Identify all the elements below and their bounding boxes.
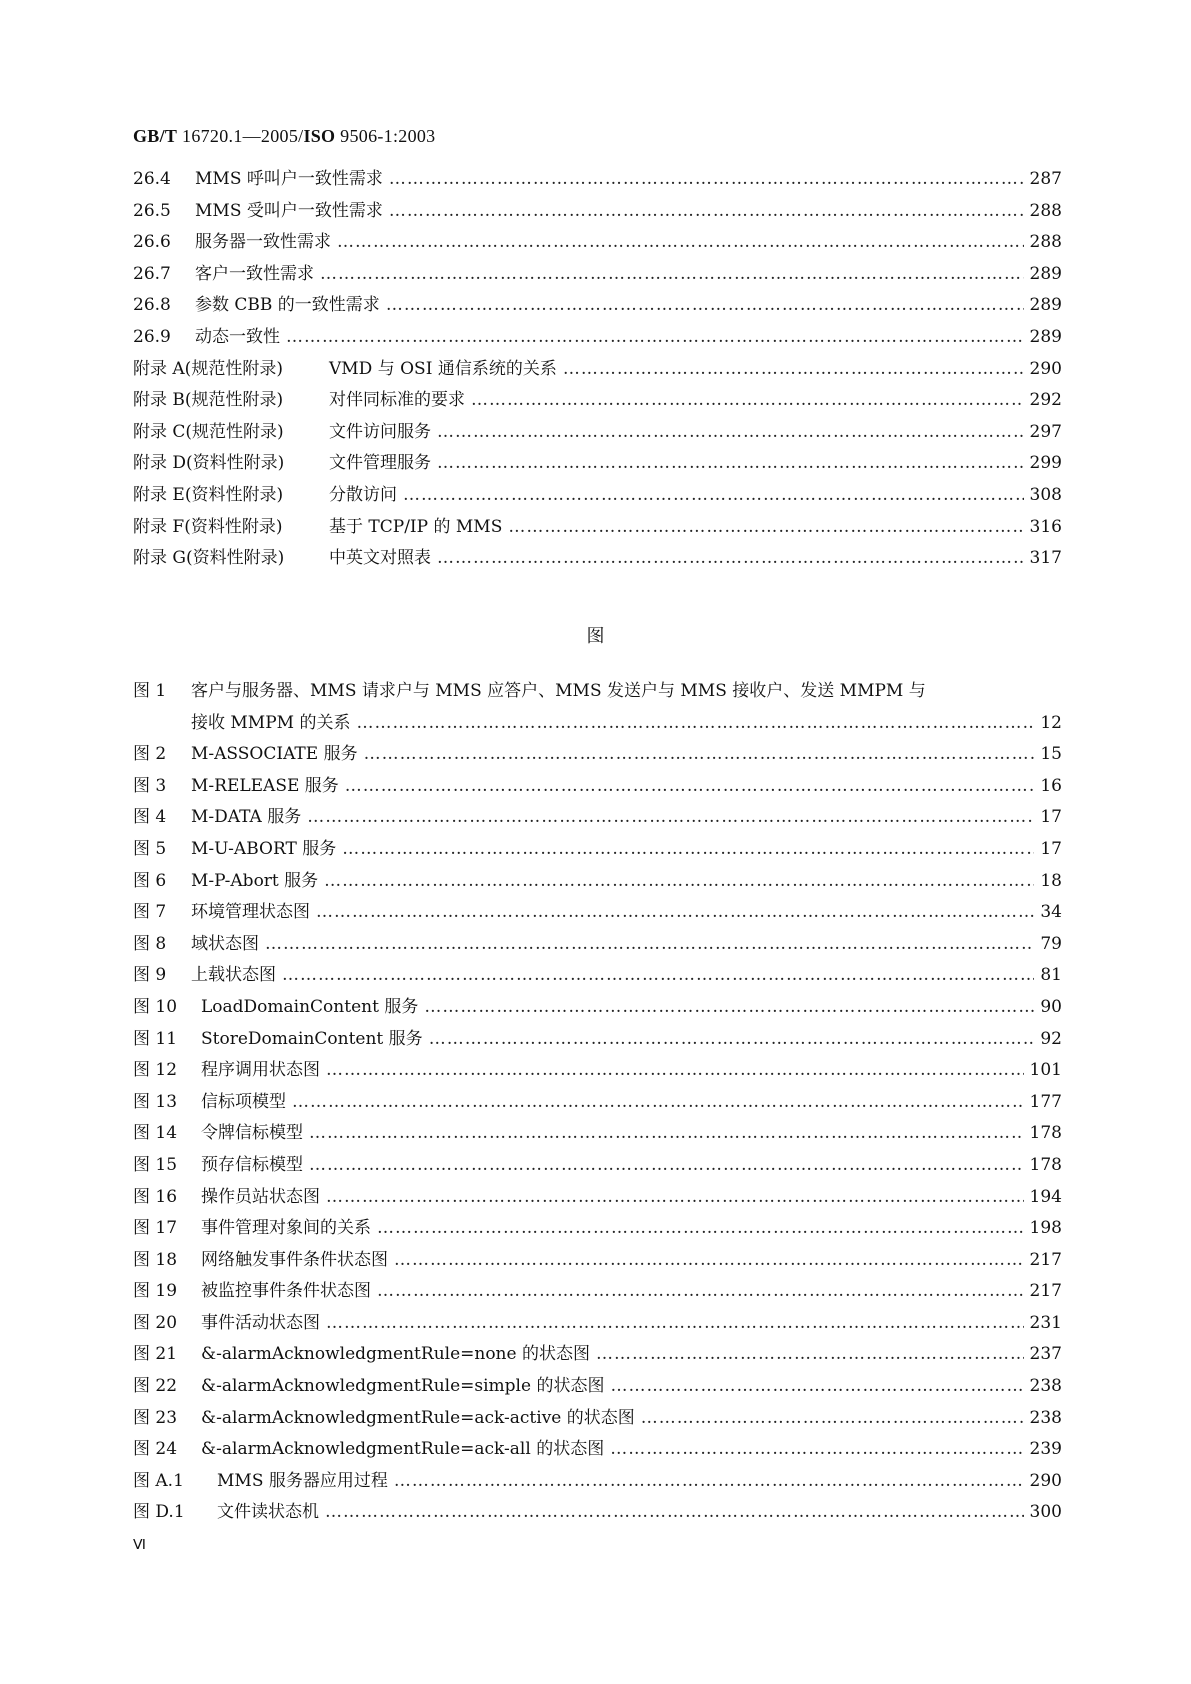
entry-title: M-RELEASE 服务	[191, 775, 339, 796]
figure-list	[133, 676, 1062, 1529]
dot-leader	[326, 1055, 1024, 1087]
entry-number: 26.6	[133, 232, 171, 253]
toc-entry[interactable]	[133, 929, 1062, 961]
entry-number: 图 19	[133, 1281, 178, 1302]
entry-title: 域状态图	[191, 933, 259, 954]
entry-page: 79	[1040, 933, 1062, 954]
dot-leader	[377, 1213, 1024, 1245]
entry-page: 17	[1040, 838, 1062, 859]
entry-page: 237	[1029, 1344, 1062, 1365]
dot-leader	[389, 196, 1024, 228]
entry-page: 178	[1029, 1154, 1062, 1175]
entry-number: 图 24	[133, 1439, 178, 1460]
dot-leader	[364, 739, 1035, 771]
dot-leader	[342, 834, 1034, 866]
toc-entry[interactable]	[133, 1118, 1062, 1150]
entry-title: M-P-Abort 服务	[191, 870, 319, 891]
entry-title: 动态一致性	[195, 326, 280, 347]
entry-page: 81	[1040, 965, 1062, 986]
dot-leader	[386, 290, 1024, 322]
entry-number: 图 1	[133, 681, 167, 701]
entry-number: 附录 A(规范性附录)	[133, 358, 283, 379]
entry-page: 198	[1029, 1218, 1062, 1239]
entry-title: MMS 呼叫户一致性需求	[195, 169, 383, 189]
header-iso-num: 9506-1:2003	[340, 126, 436, 146]
entry-title: 令牌信标模型	[201, 1123, 303, 1144]
toc-entry[interactable]	[133, 543, 1062, 575]
dot-leader	[356, 708, 1034, 740]
entry-page: 238	[1029, 1407, 1062, 1428]
entry-page: 290	[1029, 1470, 1062, 1491]
dot-leader	[610, 1371, 1023, 1403]
entry-number: 图 10	[133, 996, 178, 1017]
header-std: GB/T	[133, 126, 178, 146]
dot-leader	[610, 1434, 1023, 1466]
entry-number: 图 17	[133, 1218, 178, 1239]
toc-entry[interactable]	[133, 1371, 1062, 1403]
dot-leader	[292, 1087, 1024, 1119]
entry-page: 12	[1040, 712, 1062, 733]
entry-number: 图 20	[133, 1312, 178, 1333]
toc-entry[interactable]	[133, 1213, 1062, 1245]
dot-leader	[563, 354, 1024, 386]
entry-title: 文件读状态机	[217, 1502, 319, 1523]
page-number: Ⅵ	[133, 1538, 146, 1553]
toc-entry[interactable]	[133, 1087, 1062, 1119]
entry-number: 图 11	[133, 1028, 178, 1049]
dot-leader	[596, 1339, 1024, 1371]
entry-title: 文件管理服务	[329, 453, 431, 474]
entry-page: 289	[1029, 326, 1062, 347]
entry-title: M-ASSOCIATE 服务	[191, 744, 358, 765]
entry-number: 图 22	[133, 1376, 178, 1397]
dot-leader	[337, 227, 1024, 259]
dot-leader	[437, 543, 1024, 575]
toc-entry[interactable]	[133, 1150, 1062, 1182]
dot-leader	[403, 480, 1024, 512]
entry-title: M-DATA 服务	[191, 807, 302, 828]
toc-entry[interactable]	[133, 1276, 1062, 1308]
entry-page: 290	[1029, 358, 1062, 379]
entry-page: 316	[1029, 516, 1062, 537]
entry-number: 附录 D(资料性附录)	[133, 453, 285, 474]
dot-leader	[325, 1497, 1024, 1529]
toc-entry[interactable]	[133, 1434, 1062, 1466]
toc-entry[interactable]	[133, 1245, 1062, 1277]
dot-leader	[437, 417, 1024, 449]
entry-number: 图 13	[133, 1091, 178, 1112]
toc-entry[interactable]	[133, 1497, 1062, 1529]
entry-number: 附录 B(规范性附录)	[133, 390, 284, 411]
entry-title: 分散访问	[329, 484, 397, 505]
toc-entry[interactable]	[133, 771, 1062, 803]
toc-entry[interactable]	[133, 259, 1062, 291]
entry-number: 图 8	[133, 933, 167, 954]
entry-number: 26.4	[133, 169, 171, 189]
entry-number: 图 18	[133, 1249, 178, 1270]
entry-number: 图 3	[133, 775, 167, 796]
toc-entry[interactable]	[133, 227, 1062, 259]
entry-page: 34	[1040, 902, 1062, 923]
entry-page: 16	[1040, 775, 1062, 796]
document-header	[133, 126, 435, 147]
entry-page: 231	[1029, 1312, 1062, 1333]
entry-number: 附录 E(资料性附录)	[133, 484, 284, 505]
entry-number: 图 21	[133, 1344, 178, 1365]
entry-title: 预存信标模型	[201, 1154, 303, 1175]
entry-number: 26.7	[133, 263, 171, 284]
toc-entry[interactable]	[133, 739, 1062, 771]
toc-entry[interactable]	[133, 196, 1062, 228]
toc-entry[interactable]	[133, 164, 1062, 196]
dot-leader	[471, 385, 1024, 417]
dot-leader	[309, 1150, 1024, 1182]
entry-title: 客户一致性需求	[195, 263, 314, 284]
entry-title: &-alarmAcknowledgmentRule=none 的状态图	[201, 1344, 590, 1365]
dot-leader	[307, 802, 1034, 834]
entry-title: 环境管理状态图	[191, 902, 310, 923]
toc-entry[interactable]	[133, 1024, 1062, 1056]
entry-title: VMD 与 OSI 通信系统的关系	[329, 358, 557, 379]
entry-page: 238	[1029, 1376, 1062, 1397]
entry-page: 194	[1029, 1186, 1062, 1207]
entry-number: 图 9	[133, 965, 167, 986]
dot-leader	[437, 448, 1024, 480]
entry-title: 被监控事件条件状态图	[201, 1281, 371, 1302]
entry-number: 26.5	[133, 200, 171, 221]
entry-title: 上载状态图	[191, 965, 276, 986]
entry-number: 图 D.1	[133, 1502, 185, 1523]
entry-number: 附录 G(资料性附录)	[133, 548, 285, 569]
dot-leader	[326, 1308, 1024, 1340]
dot-leader	[377, 1276, 1024, 1308]
entry-title: 事件活动状态图	[201, 1312, 320, 1333]
figure-entries	[133, 739, 1062, 1529]
dot-leader	[324, 866, 1034, 898]
dot-leader	[394, 1466, 1024, 1498]
entry-number: 图 23	[133, 1407, 178, 1428]
dot-leader	[320, 259, 1024, 291]
entry-page: 317	[1029, 548, 1062, 569]
entry-page: 289	[1029, 263, 1062, 284]
toc-entry[interactable]	[133, 1182, 1062, 1214]
section-title: 图	[586, 626, 605, 647]
dot-leader	[429, 1024, 1035, 1056]
toc-entry[interactable]	[133, 676, 1062, 708]
toc-top-list	[133, 164, 1062, 575]
entry-number: 图 2	[133, 744, 167, 765]
toc-entry[interactable]	[133, 960, 1062, 992]
entry-title: 操作员站状态图	[201, 1186, 320, 1207]
toc-entry-continued[interactable]	[133, 708, 1062, 740]
entry-page: 299	[1029, 453, 1062, 474]
entry-page: 308	[1029, 484, 1062, 505]
entry-page: 18	[1040, 870, 1062, 891]
entry-title: 服务器一致性需求	[195, 232, 331, 253]
entry-title: &-alarmAcknowledgmentRule=simple 的状态图	[201, 1376, 605, 1397]
entry-number: 图 16	[133, 1186, 178, 1207]
header-iso: ISO	[303, 126, 336, 146]
entry-page: 288	[1029, 232, 1062, 253]
entry-title: MMS 服务器应用过程	[217, 1470, 388, 1491]
entry-number: 26.9	[133, 326, 171, 347]
toc-entry[interactable]	[133, 1466, 1062, 1498]
entry-title: 事件管理对象间的关系	[201, 1218, 371, 1239]
entry-title: 文件访问服务	[329, 421, 431, 442]
entry-title: 基于 TCP/IP 的 MMS	[329, 516, 503, 537]
entry-page: 297	[1029, 421, 1062, 442]
entry-title: 中英文对照表	[329, 548, 431, 569]
toc-entry[interactable]	[133, 480, 1062, 512]
entry-page: 217	[1029, 1249, 1062, 1270]
entry-number: 图 15	[133, 1154, 178, 1175]
entry-page: 92	[1040, 1028, 1062, 1049]
toc-entry[interactable]	[133, 290, 1062, 322]
toc-entry[interactable]	[133, 992, 1062, 1024]
entry-page: 287	[1029, 169, 1062, 189]
entry-number: 图 A.1	[133, 1470, 184, 1491]
dot-leader	[265, 929, 1034, 961]
dot-leader	[389, 164, 1024, 196]
toc-entry[interactable]	[133, 512, 1062, 544]
dot-leader	[345, 771, 1035, 803]
header-num: 16720.1—2005/	[182, 126, 304, 146]
toc-entry[interactable]	[133, 866, 1062, 898]
toc-entry[interactable]	[133, 1308, 1062, 1340]
dot-leader	[309, 1118, 1024, 1150]
entry-title: 对伴同标准的要求	[329, 390, 465, 411]
entry-number: 图 7	[133, 902, 167, 923]
entry-number: 图 12	[133, 1060, 178, 1081]
entry-title: &-alarmAcknowledgmentRule=ack-all 的状态图	[201, 1439, 605, 1460]
entry-number: 附录 F(资料性附录)	[133, 516, 283, 537]
toc-entry[interactable]	[133, 417, 1062, 449]
entry-page: 15	[1040, 744, 1062, 765]
entry-title: 网络触发事件条件状态图	[201, 1249, 388, 1270]
toc-entry[interactable]	[133, 802, 1062, 834]
entry-title: 接收 MMPM 的关系	[191, 712, 351, 733]
dot-leader	[286, 322, 1024, 354]
toc-entry[interactable]	[133, 354, 1062, 386]
entry-title: StoreDomainContent 服务	[201, 1028, 423, 1049]
dot-leader	[424, 992, 1034, 1024]
dot-leader	[282, 960, 1034, 992]
entry-page: 101	[1029, 1060, 1062, 1081]
entry-number: 图 14	[133, 1123, 178, 1144]
entry-page: 289	[1029, 295, 1062, 316]
dot-leader	[316, 897, 1034, 929]
dot-leader	[641, 1403, 1024, 1435]
toc-entry[interactable]	[133, 897, 1062, 929]
entry-page: 288	[1029, 200, 1062, 221]
entry-title: LoadDomainContent 服务	[201, 996, 419, 1017]
entry-page: 17	[1040, 807, 1062, 828]
dot-leader	[326, 1182, 1024, 1214]
entry-title: 信标项模型	[201, 1091, 286, 1112]
toc-entry[interactable]	[133, 322, 1062, 354]
entry-number: 图 5	[133, 838, 167, 859]
toc-entry[interactable]	[133, 448, 1062, 480]
entry-title: M-U-ABORT 服务	[191, 838, 337, 859]
entry-title: 参数 CBB 的一致性需求	[195, 295, 380, 316]
toc-entry[interactable]	[133, 1339, 1062, 1371]
toc-entry[interactable]	[133, 834, 1062, 866]
toc-entry[interactable]	[133, 385, 1062, 417]
entry-number: 图 6	[133, 870, 167, 891]
entry-page: 292	[1029, 390, 1062, 411]
entry-title: 程序调用状态图	[201, 1060, 320, 1081]
entry-number: 附录 C(规范性附录)	[133, 421, 284, 442]
toc-entry[interactable]	[133, 1403, 1062, 1435]
entry-page: 239	[1029, 1439, 1062, 1460]
entry-number: 图 4	[133, 807, 167, 828]
entry-title: &-alarmAcknowledgmentRule=ack-active 的状态图	[201, 1407, 635, 1428]
entry-page: 90	[1040, 996, 1062, 1017]
entry-number: 26.8	[133, 295, 171, 316]
entry-page: 177	[1029, 1091, 1062, 1112]
entry-page: 178	[1029, 1123, 1062, 1144]
toc-entry[interactable]	[133, 1055, 1062, 1087]
entry-page: 217	[1029, 1281, 1062, 1302]
dot-leader	[508, 512, 1023, 544]
dot-leader	[394, 1245, 1024, 1277]
entry-title: 客户与服务器、MMS 请求户与 MMS 应答户、MMS 发送户与 MMS 接收户、发送 MMPM 与	[191, 681, 926, 701]
entry-page: 300	[1029, 1502, 1062, 1523]
entry-title: MMS 受叫户一致性需求	[195, 200, 383, 221]
